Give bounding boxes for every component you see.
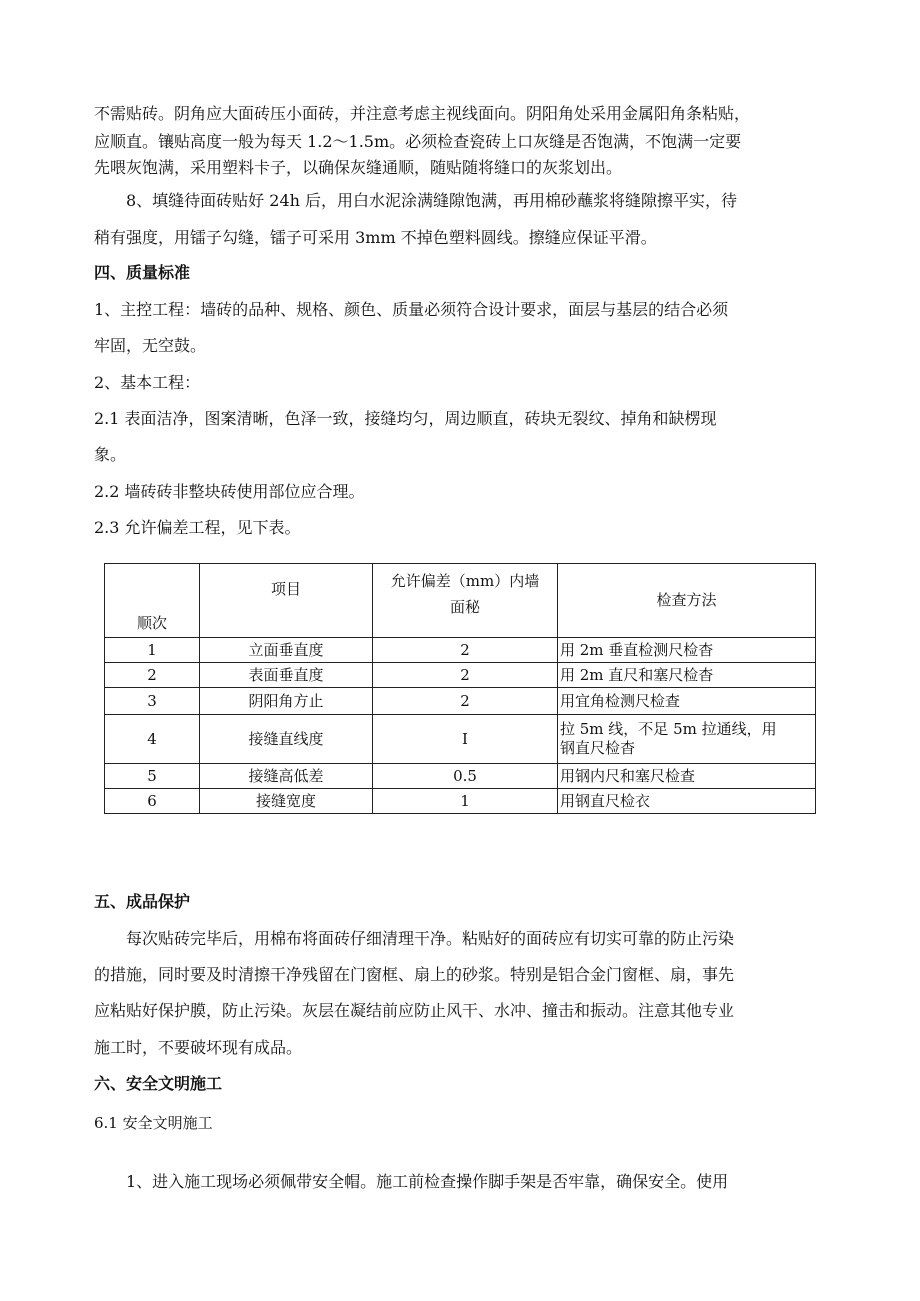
paragraph-line: 的措施，同时要及时清擦干净残留在门窗框、扇上的砂浆。特别是铝合金门窗框、扇，事先: [94, 965, 735, 984]
cell-item: 接缝高低差: [200, 764, 373, 789]
paragraph-line: 2.1 表面洁净，图案清晰，色泽一致，接缝均匀，周边顺直，砖块无裂纹、掉角和缺楞现: [94, 409, 717, 428]
cell-method: [558, 715, 816, 764]
header-method: 检查方法: [558, 564, 816, 638]
cell-tolerance: 2: [373, 663, 558, 688]
cell-seq: 6: [105, 789, 200, 814]
cell-item: 接缝直线度: [200, 715, 373, 764]
cell-item: 立面垂直度: [200, 638, 373, 663]
header-tolerance: [373, 564, 558, 638]
cell-seq: 4: [105, 715, 200, 764]
paragraph-line: 应顺直。镶贴高度一般为每天 1.2～1.5m。必须检查瓷砖上口灰缝是否饱满，不饱满一定要: [94, 132, 742, 151]
paragraph-line: 2.2 墙砖砖非整块砖使用部位应合理。: [94, 482, 365, 501]
cell-seq: 1: [105, 638, 200, 663]
cell-seq: 2: [105, 663, 200, 688]
paragraph-line: 应粘贴好保护膜，防止污染。灰层在凝结前应防止风干、水冲、撞击和振动。注意其他专业: [94, 1001, 735, 1020]
cell-tolerance: 2: [373, 688, 558, 715]
paragraph-line: 2、基本工程：: [94, 373, 201, 392]
cell-method: 用钢直尺检衣: [558, 789, 816, 814]
paragraph-line: 1、主控工程：墙砖的品种、规格、颜色、质量必须符合设计要求，面层与基层的结合必须: [94, 300, 729, 319]
paragraph-line: 先喂灰饱满，采用塑料卡子，以确保灰缝通顺，随贴随将缝口的灰浆划出。: [94, 158, 623, 177]
cell-tolerance: 1: [373, 789, 558, 814]
section-heading-quality: 四、质量标准: [94, 263, 191, 282]
cell-method: 用 2m 直尺和塞尺检杳: [558, 663, 816, 688]
cell-item: 表面垂直度: [200, 663, 373, 688]
cell-method-line1: 拉 5m 线，不足 5m 拉通线，用: [560, 720, 777, 738]
header-seq: 顺次: [105, 564, 200, 638]
paragraph-line: 牢固，无空鼓。: [94, 336, 207, 355]
cell-method-line2: 钢直尺检杳: [560, 739, 636, 757]
table-row: [105, 663, 816, 688]
paragraph-line: 不需贴砖。阴角应大面砖压小面砖，并注意考虑主视线面向。阴阳角处采用金属阳角条粘贴，: [94, 104, 751, 123]
cell-tolerance: 0.5: [373, 764, 558, 789]
table-row: [105, 789, 816, 814]
paragraph-line: 8、填缝待面砖贴好 24h 后，用白水泥涂满缝隙饱满，再用棉砂蘸浆将缝隙擦平实，待: [126, 191, 738, 210]
tolerance-table: [104, 563, 816, 814]
section-heading-safety: 六、安全文明施工: [94, 1074, 223, 1093]
subsection-heading: 6.1 安全文明施工: [94, 1114, 213, 1132]
paragraph-line: 每次贴砖完毕后，用棉布将面砖仔细清理干净。粘贴好的面砖应有切实可靠的防止污染: [126, 929, 735, 948]
cell-item: 阴阳角方止: [200, 688, 373, 715]
cell-tolerance: I: [373, 715, 558, 764]
section-heading-protection: 五、成品保护: [94, 892, 191, 911]
paragraph-line: 稍有强度，用镭子勾缝，镭子可采用 3mm 不掉色塑料圆线。擦缝应保证平滑。: [94, 228, 657, 247]
paragraph-line: 1、进入施工现场必须佩带安全帽。施工前检查操作脚手架是否牢靠，确保安全。使用: [126, 1172, 729, 1191]
table-row: [105, 764, 816, 789]
header-tolerance-line2: 面秘: [449, 598, 480, 616]
cell-item: 接缝宽度: [200, 789, 373, 814]
paragraph-line: 施工时，不要破坏现有成品。: [94, 1038, 303, 1057]
paragraph-line: 象。: [94, 445, 127, 464]
header-tolerance-line1: 允许偏差（mm）内墙: [390, 572, 540, 590]
cell-seq: 3: [105, 688, 200, 715]
cell-method: 用 2m 垂直检测尺检杳: [558, 638, 816, 663]
cell-tolerance: 2: [373, 638, 558, 663]
table-row: [105, 688, 816, 715]
cell-method: 用钢内尺和塞尺检查: [558, 764, 816, 789]
table-row: [105, 715, 816, 764]
table-row: [105, 638, 816, 663]
header-item: 项目: [200, 564, 373, 638]
table-header-row: [105, 564, 816, 638]
cell-method: 用宜角检测尺检查: [558, 688, 816, 715]
paragraph-line: 2.3 允许偏差工程，见下表。: [94, 518, 301, 537]
cell-seq: 5: [105, 764, 200, 789]
